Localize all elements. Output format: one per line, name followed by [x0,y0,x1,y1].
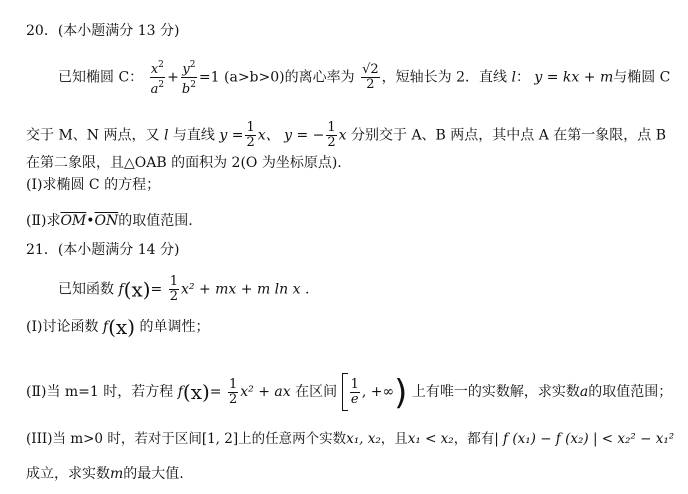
q21-part4: 成立，求实数m的最大值. [26,466,184,482]
text: 与椭圆 C [613,69,671,86]
text: 分别交于 A、B 两点，其中点 A 在第一象限，点 B [351,127,667,144]
q20-part2: (Ⅱ)求$\overline{OM}•\overline{ON}$的取值范围. [26,213,193,229]
fraction-1-e: $\frac{1}{e}$ [350,376,359,407]
q20-line2: 交于 M、N 两点，又 l 与直线 y = $\frac{1}{2}$ x、 y = − $\frac{1}{2}$ x 分别交于 A、B 两点，其中点 A 在第一象限，点 B [26,120,667,150]
text: (a>b>0)的离心率为 [224,69,355,86]
fraction-half: $\frac{1}{2}$ [246,120,255,150]
fraction-sqrt2-2: $\frac{√2}{2}$ [362,62,379,92]
q20-heading: 20．(本小题满分 13 分) [26,23,180,39]
vector-om: $\overline{OM}$ [60,213,87,229]
text: 与直线 [172,127,215,144]
q21-part1: (I)讨论函数 f(x) 的单调性； [26,315,210,339]
fraction-half: $\frac{1}{2}$ [169,274,178,304]
left-bracket [342,373,348,411]
q21-line1: 已知函数 f(x)= $\frac{1}{2}$ x² + mx + m ln x . [58,274,310,304]
fraction-y2-b2: $\frac{y^2}{b^2}$ [181,60,196,97]
q21-part2: (Ⅱ)当 m=1 时，若方程 f(x)= $\frac{1}{2}$ x² + ax 在区间 $\frac{1}{e}$ , +∞) 上有唯一的实数解，求实数a的取值范围； [26,373,673,413]
text: ，短轴长为 2．直线 [381,69,507,86]
var-l: l [511,69,516,86]
text: 交于 M、N 两点，又 [26,127,160,144]
var-l: l [163,127,169,144]
vector-on: $\overline{ON}$ [94,213,119,229]
fraction-half: $\frac{1}{2}$ [228,376,238,407]
q21-heading: 21．(本小题满分 14 分) [26,242,180,258]
q20-line1: 已知椭圆 C： $\frac{x^2}{a^2}$ + $\frac{y^2}{b^2}$ =1 (a>b>0)的离心率为 $\frac{√2}{2}$ ，短轴长为 2．直线 l： y = kx + m与椭圆 C [58,60,671,97]
q20-part1: (I)求椭圆 C 的方程； [26,177,161,193]
line-equation: y = kx + m [534,69,614,86]
q21-part3: (III)当 m>0 时，若对于区间[1, 2]上的任意两个实数x₁, x₂，且x₁ < x₂，都有| f (x₁) − f (x₂) | < x₂² − x₁² [26,431,675,447]
fraction-half: $\frac{1}{2}$ [327,120,336,150]
text: 已知椭圆 C： [58,69,144,86]
q20-line3: 在第二象限，且△OAB 的面积为 2(O 为坐标原点). [26,155,342,171]
text: =1 [198,69,220,86]
fraction-x2-a2: $\frac{x^2}{a^2}$ [150,60,165,97]
